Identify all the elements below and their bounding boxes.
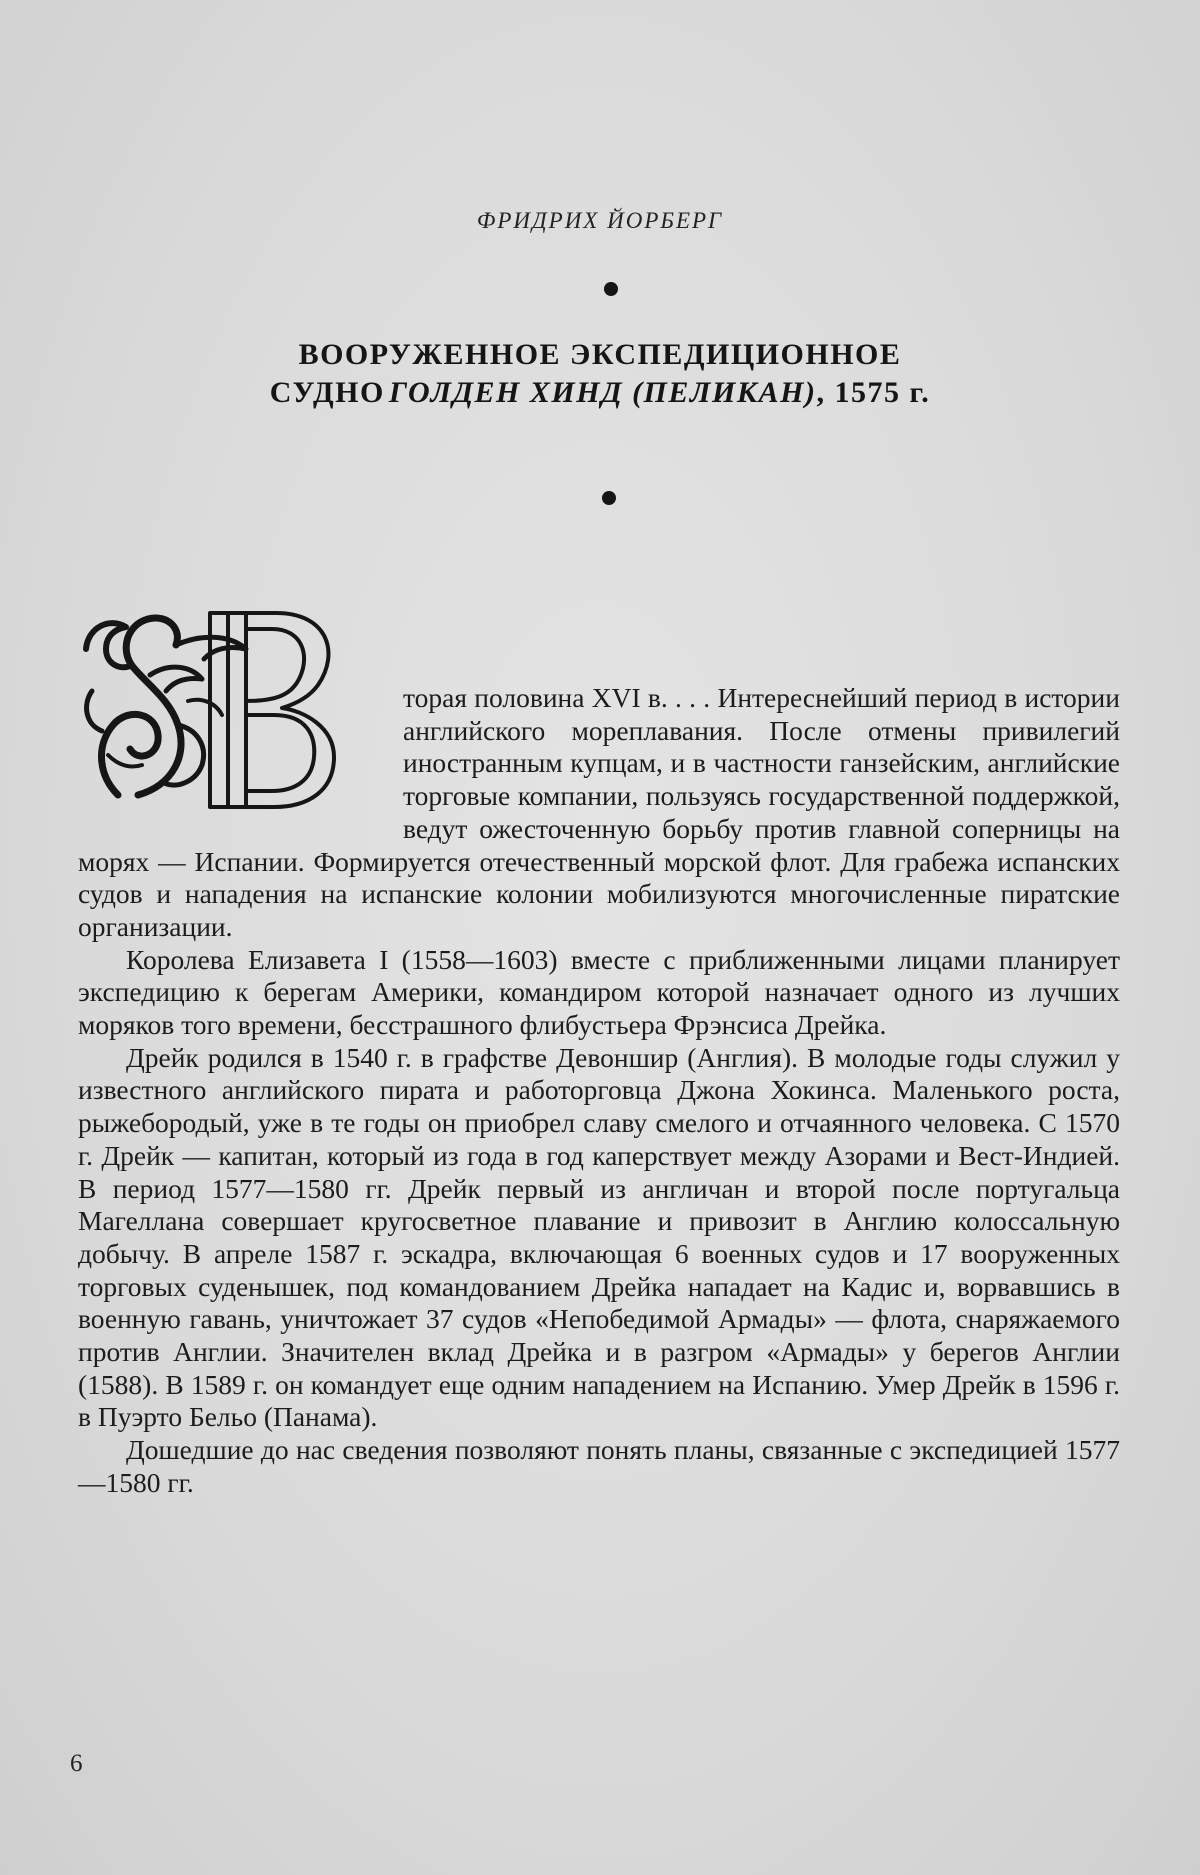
separator-dot-bottom	[602, 491, 616, 505]
title-suffix: , 1575 г.	[816, 376, 931, 409]
ship-name: ГОЛДЕН ХИНД (ПЕЛИКАН)	[388, 376, 817, 409]
page-number: 6	[70, 1750, 83, 1777]
paragraph-3: Дрейк родился в 1540 г. в графстве Девоншир (Англия). В молодые годы служил у известного английского пирата и работорговца Джона Хокинса. Маленького роста, рыжебородый, уже в те годы он приобрел славу смелого и отчаянного человека. С 1570 г. Дрейк — капитан, который из года в год каперствует между Азорами и Вест-Индией. В период 1577—1580 гг. Дрейк первый из англичан и второй после португальца Магеллана совершает кругосветное плавание и привозит в Англию колоссальную добычу. В апреле 1587 г. эскадра, включающая 6 военных судов и 17 вооруженных торговых суденышек, под командованием Дрейка нападает на Кадис и, ворвавшись в военную гавань, уничтожает 37 судов «Непобедимой Армады» — флота, снаряжаемого против Англии. Значителен вклад Дрейка и в разгром «Армады» у берегов Англии (1588). В 1589 г. он командует еще одним нападением на Испанию. Умер Дрейк в 1596 г. в Пуэрто Бельо (Панама).	[78, 1041, 1120, 1433]
chapter-title-line-2	[0, 374, 1200, 412]
author-name: ФРИДРИХ ЙОРБЕРГ	[476, 208, 724, 233]
paragraph-4: Дошедшие до нас сведения позволяют понять планы, связанные с экспедицией 1577—1580 гг.	[78, 1434, 1120, 1498]
chapter-title-line-1: ВООРУЖЕННОЕ ЭКСПЕДИЦИОННОЕ	[298, 338, 902, 371]
article-body	[78, 682, 1120, 1500]
paragraph-1: торая половина XVI в. . . . Интереснейший период в истории английского мореплавания. После отмены привилегий иностранным купцам, и в частности ганзейским, английские торговые компании, пользуясь государственной поддержкой, ведут ожесточенную борьбу против главной соперницы на морях — Испании. Формируется отечественный морской флот. Для грабежа испанских судов и нападения на испанские колонии мобилизуются многочисленные пиратские организации.	[78, 682, 1120, 942]
paragraph-2: Королева Елизавета I (1558—1603) вместе с приближенными лицами планирует экспедицию к берегам Америки, командиром которой назначает одного из лучших моряков того времени, бесстрашного флибустьера Фрэнсиса Дрейка.	[78, 943, 1120, 1041]
title-prefix: СУДНО	[269, 376, 385, 409]
separator-dot-top	[604, 282, 618, 296]
